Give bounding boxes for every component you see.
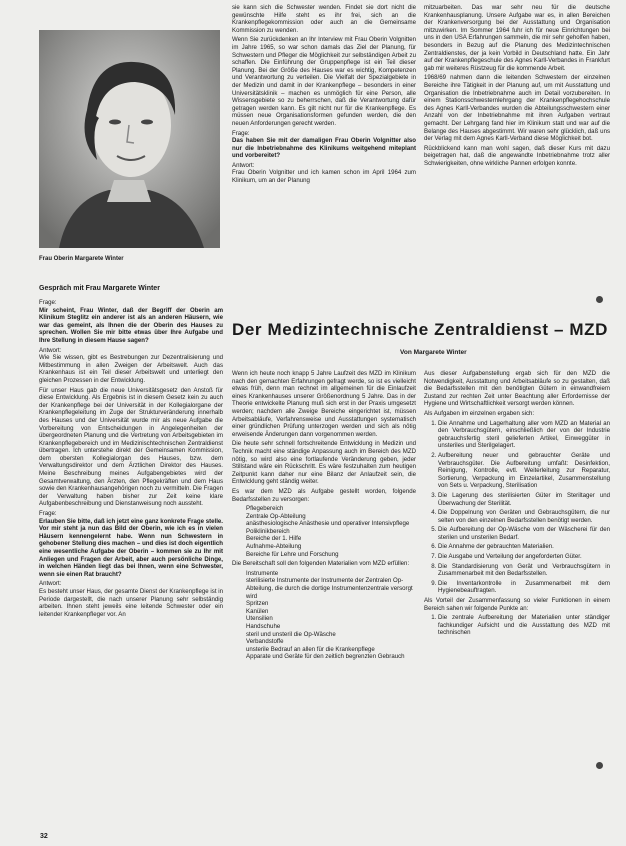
list-item: 8. Die Standardisierung von Gerät und Verbrauchsgütern in Zusammenarbeit mit den Bedarfsstellen. (438, 563, 610, 578)
list-item: 5. Die Aufbereitung der Op-Wäsche vom der Wäscherei für den sterilen und unsterilen Bedarf. (438, 526, 610, 541)
list-item: 3. Die Lagerung des sterilisierten Güter im Steriltager und Überwachung der Sterilität. (438, 492, 610, 507)
paragraph: Wenn ich heute noch knapp 5 Jahre Laufzeit des MZD im Klinikum nach den gemachten Erfahrungen gefragt werde, so ist es vielleicht etwas früh, denn man rechnet im allgemeinen für die Einlaufzeit eines Krankenhauses unserer Größenordnung 5 Jahre. Das in der Theorie entwickelte Planung muß sich erst in der Praxis umgesetzt werden; nachdem alle Zweige Bereiche eingerichtet ist, müssen Arbeitsabläufe, Verfahrensweise und Ausstattungen systematisch einer gründlichen Prüfung unterzogen werden und sich als nötig erweisende Änderungen dann vorgenommen werden. (232, 370, 416, 438)
paragraph: Die Bereitschaft soll den folgenden Materialien vom MZD erfüllen: (232, 560, 410, 568)
list-item: 2. Aufbereitung neuer und gebrauchter Geräte und Verbrauchsgüter. Die Aufbereitung umfaßt: Desinfektion, Reinigung, Kontrolle, evtl. Weiterleitung zur Reparatur, Sortierung, Verpackung im Einzelartikel, Zusammenstellung von Sets u. Verpackung, Sterilisation (438, 452, 610, 490)
paragraph: mitzuarbeiten. Das war sehr neu für die deutsche Krankenhausplanung. Unsere Aufgabe war es, in allen Bereichen der Krankenversorgung bei der Ausstattung und Organisation mitzuwirken. Im Sommer 1964 fuhr ich für neue Einrichtungen bei uns in den USA Erfahrungen sammeln, die mir sehr geholfen haben, besonders in Bezug auf die Planung des Medizintechnischen Zentraldienstes, der ja kein Vorbild in Deutschland hatte. Ein Jahr auf der Krankenpflegeschule des Agnes Karll-Verbandes in Frankfurt gab mir weiteres Rüstzeug für die kommende Arbeit. (424, 4, 610, 72)
paragraph: Frau Oberin Volgnitter und ich kamen schon im April 1964 zum Klinikum, um an der Planung (232, 169, 416, 185)
paragraph: 1968/69 nahmen dann die leitenden Schwestern der einzelnen Bereiche ihre Tätigkeit in der Planung auf, um mit Ausstattung und Organisation die Inbetriebnahme auch im Detail vorzubereiten. In einem Stationsschwesternlehrgang der Krankenpflegehochschule des Agnes Karll-Verbandes wurden die Abteilungsschwestern einer Anzahl von der Inbetriebnahme mit ihren Aufgaben vertraut gemacht. Der Lehrgang fand hier im Klinikum statt und war auf die Belange des Hauses abgestimmt. Wir waren sehr glücklich, daß uns der Verlag mit dem Agnes Karll-Verband diese Möglichkeit bot. (424, 74, 610, 143)
paragraph: Instrumente sterilisierte Instrumente der Instrumente der Zentralen Op-Abteilung, die durch die dortige Instrumentenzentrale versorgt wird Spritzen Kanülen Utensilien Handschuhe steril und unsteril die Op-Wäsche Verbandstoffe unsterile Bedrauf an allen für die Krankenpflege Apparate und Geräte für den zeitlich begrenzten Gebrauch (246, 569, 413, 661)
paragraph: Pflegebereich Zentrale Op-Abteilung anästhesiologische Anästhesie und operativer Intensivpflege Poliklinikbereich Bereiche der 1. Hilfe Aufnahme-Abteilung Bereiche für Lehre und Forschung (246, 505, 410, 558)
paragraph: Die heute sehr schnell fortschreitende Entwicklung in Medizin und Technik macht eine ständige Anpassung auch im Bereich des MZD nötig, so wird also eine fortlaufende Veränderung geben, jeder Stillstand wäre ein Rückschritt. Es wäre festzuhalten zum heutigen Zeitpunkt kann daher nur eine Bilanz der Anlaufzeit sein, die Entwicklung geht ständig weiter. (232, 440, 416, 486)
paragraph: Als Vorteil der Zusammenfassung so vieler Funktionen in einem Bereich sahen wir folgende Punkte an: (424, 597, 610, 612)
paragraph: Aus dieser Aufgabenstellung ergab sich für den MZD die Notwendigkeit, Ausstattung und Arbeitsabläufe so zu gestalten, daß die Bedarfsstellen mit den benötigten Gütern in einwandfreiem Zustand zur rechten Zeit unter Beachtung aller Erfordernisse der Hygiene und Wirtschaftlichkeit versorgt werden können. (424, 370, 610, 408)
paragraph: Für unser Haus gab die neue Universitätsgesetz den Anstoß für diese Entwicklung. Als Ergebnis ist in diesem Gesetz kein zu auch der Krankenpflege bei der Universität in der Kollegialorgane der Krankenpflegeleitung im Zuge der Strukturveränderung innerhalb des Hauses und der Universität wurde mir als neue Aufgabe die Vorbereitung von Entscheidungen in Angelegenheiten der übergeordneten Planung und die Vertretung von Arbeitsgebieten im Krankenpflegebereich und im Medizinischtechnischen Zentraldienst übertragen. Ich unterstehe direkt der Gemeinsamen Kommission, dem obersten Kollegialorgan des Hauses, bzw. dem Verwaltungsdirektor und dem Ärztlichen Direktor des Hauses. Meine Beschreibung meines Aufgabengebietes wird der Gesamtverwaltung, den Ärzten, den Pflegekräften und dem Haus sowie den Krankenhausangehörigen noch zu vermitteln. Die Fragen der Verwaltung haben bisher zur Zeit keine klare Aufgabenbeschreibung und Dienstanweisung noch aussteht. (39, 386, 223, 508)
list-item: 7. Die Ausgabe und Verteilung der angeforderten Güter. (438, 553, 610, 561)
interview-column-1 (39, 297, 223, 829)
qa-label: Antwort: (39, 580, 62, 588)
paragraph: Es war dem MZD als Aufgabe gestellt worden, folgende Bedarfsstellen zu versorgen: (232, 487, 416, 503)
qa-label: Frage: (39, 299, 57, 306)
page-mark-dot (596, 762, 603, 769)
portrait-photo (39, 30, 220, 248)
list-item: 1. Die zentrale Aufbereitung der Materialien unter ständiger fachkundiger Aufsicht und die Ausstattung des MZD mit technischen (438, 614, 610, 637)
qa-label: Frage: (39, 510, 57, 518)
list-item: 6. Die Annahme der gebrauchten Materialien. (438, 543, 610, 551)
article-title: Der Medizintechnische Zentraldienst – MZD (232, 320, 608, 339)
paragraph: Es besteht unser Haus, der gesamte Dienst der Krankenpflege ist in Periode dargestellt, die nach unserer Planung sehr selbständig arbeiten. Ihnen steht jeweils eine leitende Schwester oder ein leitender Krankenpfleger vor. An (39, 587, 223, 618)
paragraph: Mir scheint, Frau Winter, daß der Begriff der Oberin am Klinikum Steglitz ein anderer ist als an anderen Häusern, wie war das gemeint, als Ihnen die der Oberin des Hauses zu sprechen. Wollen Sie mir bitte etwas über Ihre Aufgabe und Ihre Stellung in diesem Hause sagen? (39, 306, 223, 344)
paragraph: Wenn Sie zurückdenken an Ihr Interview mit Frau Oberin Volgnitten im Jahre 1965, so war schon damals das Ziel der Planung, für Schwestern und Pfleger die Möglichkeit zur selbständigen Arbeit zu schaffen. Die Einführung der Gruppenpflege ist ein Teil dieser Planung. Bei der Größe des Hauses war es wichtig, Kompetenzen und Verantwortung zu verteilen. Die Vielfalt der Spezialgebiete in der Medizin und damit in der Krankenpflege – besonders in einer Universitätsklinik – machen es unmöglich für eine Person, alle Wissensgebiete so zu beherrschen, daß die Verantwortung dafür getragen werden kann. Es gilt nicht nur für die Krankenpflege. Es müssen neue Organisationsformen gefunden werden, die den neuen Anforderungen gerecht werden. (232, 36, 416, 127)
interview-heading: Gespräch mit Frau Margarete Winter (39, 285, 160, 292)
paragraph: sie kann sich die Schwester wenden. Findet sie dort nicht die gewünschte Hilfe steht es ihr frei, sich an die Krankenpflegekommission oder auch an die Gemeinsame Kommission zu wenden. (232, 4, 416, 34)
page-mark-dot (596, 296, 603, 303)
paragraph: Erlauben Sie bitte, daß ich jetzt eine ganz konkrete Frage stelle. Vor mir steht ja nun das Bild der Oberin, wie ich es in vielen Häusern kennengelernt habe. Wenn nun Schwestern in gehobener Stellung dies machen – und dies ist doch eigentlich eine wesentliche Aufgabe der Oberin – kommen sie zu Ihr mit Anliegen und Fragen der Arbeit, aber auch persönliche Dinge, in welchen Händen liegt das bei Ihnen, wenn eine Schwester, wenn sie einen Rat braucht? (39, 517, 223, 578)
paragraph: Rückblickend kann man wohl sagen, daß dieser Kurs mit dazu beigetragen hat, daß die angewandte Inbetriebnahme trotz aller Schwierigkeiten, ohne wirkliche Pannen erfolgen konnte. (424, 144, 610, 167)
list-item: 4. Die Doppelnung von Geräten und Gebrauchsgütern, die nur selten von den einzelnen Bedarfsstellen benötigt werden. (438, 509, 610, 524)
article-byline: Von Margarete Winter (400, 349, 467, 356)
article-column-1 (232, 370, 416, 840)
qa-label: Antwort: (232, 161, 255, 169)
paragraph: Wie Sie wissen, gibt es Bestrebungen zur Dezentralisierung und Mitbestimmung in allen Zweigen der Arbeitswelt. Auch das Krankenhaus ist ein Teil dieser Arbeitswelt und unterliegt den gleichen Prozessen in der Entwicklung. (39, 354, 223, 384)
paragraph: Als Aufgaben im einzelnen ergaben sich: (424, 409, 535, 417)
task-list (424, 420, 610, 595)
interview-column-2 (232, 4, 416, 300)
list-item: 1. Die Annahme und Lagerhaltung aller vom MZD an Material an den Verbrauchsgütern, einschließlich der von der Industrie gebrauchsfertig steril gelieferten Artikel, Einweggüter in unsteriles und Sterilgelagert. (438, 420, 610, 450)
qa-label: Frage: (232, 129, 250, 137)
advantages-list (424, 614, 610, 637)
photo-caption: Frau Oberin Margarete Winter (39, 256, 124, 262)
page-number: 32 (40, 833, 48, 840)
list-item: 9. Die Inventarkontrolle in Zusammenarbeit mit dem Hygienebeauftragten. (438, 580, 610, 595)
qa-label: Antwort: (39, 346, 62, 354)
interview-column-3 (424, 4, 610, 300)
paragraph: Das haben Sie mit der damaligen Frau Oberin Volgnitter also nur die Inbetriebnahme des Klinikums weitgehend miteplant und vorbereitet? (232, 137, 416, 160)
article-column-2 (424, 370, 610, 840)
